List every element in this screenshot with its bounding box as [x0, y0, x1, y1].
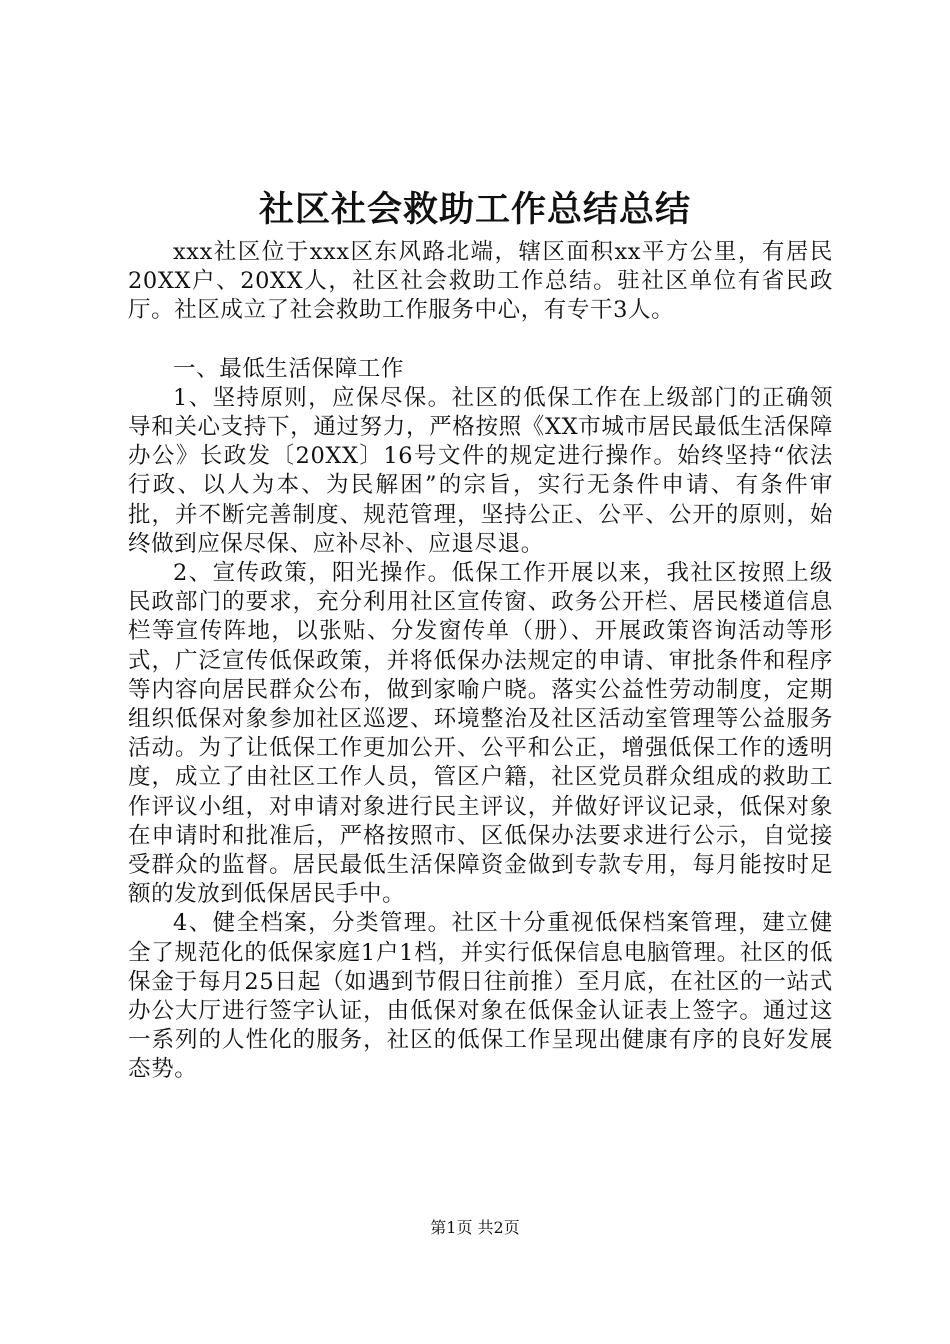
body-paragraph: 4、健全档案，分类管理。社区十分重视低保档案管理，建立健全了规范化的低保家庭1户1档，并实行低保信息电脑管理。社区的低保金于每月25日起（如遇到节假日往前推）至月底，在社区的一站式办公大厅进行签字认证，由低保对象在低保金认证表上签字。通过这一系列的人性化的服务，社区的低保工作呈现出健康有序的良好发展态势。 [128, 910, 833, 1083]
page-number-footer: 第1页 共2页 [430, 1218, 520, 1237]
body-paragraph: 2、宣传政策，阳光操作。低保工作开展以来，我社区按照上级民政部门的要求，充分利用社区宣传窗、政务公开栏、居民楼道信息栏等宣传阵地，以张贴、分发窗传单（册）、开展政策咨询活动等形式，广泛宣传低保政策，并将低保办法规定的申请、审批条件和程序等内容向居民群众公布，做到家喻户晓。落实公益性劳动制度，定期组织低保对象参加社区巡逻、环境整治及社区活动室管理等公益服务活动。为了让低保工作更加公开、公平和公正，增强低保工作的透明度，成立了由社区工作人员，管区户籍，社区党员群众组成的救助工作评议小组，对申请对象进行民主评议，并做好评议记录，低保对象在申请时和批准后，严格按照市、区低保办法要求进行公示，自觉接受群众的监督。居民最低生活保障资金做到专款专用，每月能按时足额的发放到低保居民手中。 [128, 560, 833, 908]
section-heading: 一、最低生活保障工作 [173, 355, 405, 382]
document-title: 社区社会救助工作总结总结 [258, 189, 691, 230]
body-paragraph: 1、坚持原则，应保尽保。社区的低保工作在上级部门的正确领导和关心支持下，通过努力，严格按照《XX市城市居民最低生活保障办公》长政发〔20XX〕16号文件的规定进行操作。始终坚持“依法行政、以人为本、为民解困”的宗旨，实行无条件申请、有条件审批，并不断完善制度、规范管理，坚持公正、公平、公开的原则，始终做到应保尽保、应补尽补、应退尽退。 [128, 384, 833, 557]
intro-paragraph: xxx社区位于xxx区东风路北端，辖区面积xx平方公里，有居民20XX户、20XX人，社区社会救助工作总结。驻社区单位有省民政厅。社区成立了社会救助工作服务中心，有专干3人。 [128, 239, 833, 324]
document-body [128, 238, 833, 1085]
